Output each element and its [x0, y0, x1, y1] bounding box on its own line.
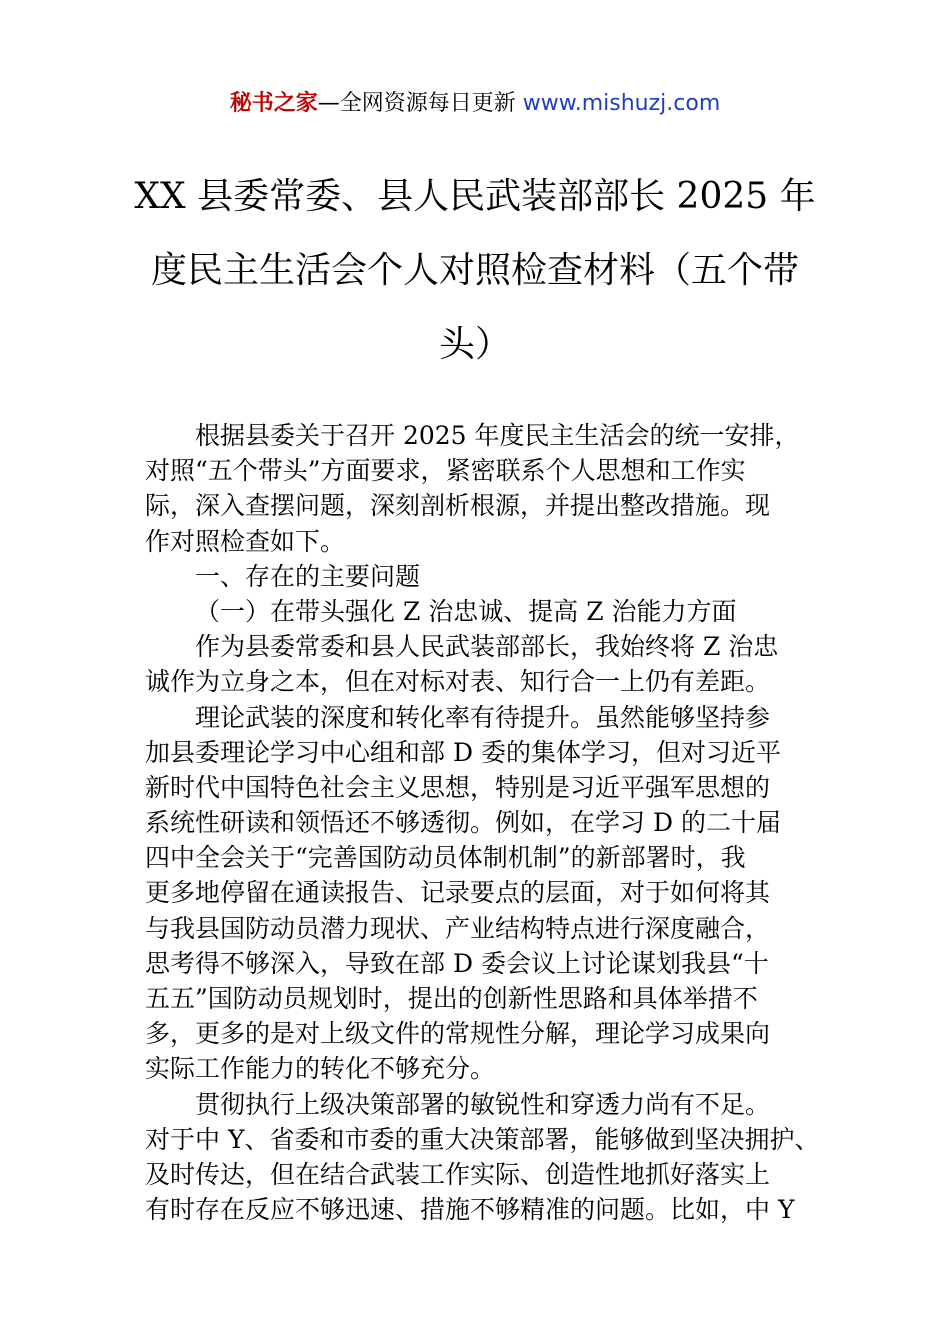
subsection-heading: （一）在带头强化 Z 治忠诚、提高 Z 治能力方面: [195, 596, 737, 626]
body-line: 四中全会关于“完善国防动员体制机制”的新部署时，我: [145, 843, 746, 873]
body-line: 根据县委关于召开 2025 年度民主生活会的统一安排，: [195, 421, 800, 450]
brand-name: 秘书之家: [229, 91, 318, 116]
body-line: 诚作为立身之本，但在对标对表、知行合一上仍有差距。: [145, 667, 771, 697]
body-line: 及时传达，但在结合武装工作实际、创造性地抓好落实上: [145, 1159, 771, 1189]
body-line: 多，更多的是对上级文件的常规性分解，理论学习成果向: [145, 1019, 771, 1049]
site-url-link[interactable]: www.mishuzj.com: [522, 91, 721, 116]
document-title: [130, 160, 820, 382]
body-line: 实际工作能力的转化不够充分。: [145, 1054, 496, 1084]
body-line: 思考得不够深入，导致在部 D 委会议上讨论谋划我县“十: [145, 948, 769, 978]
body-line: 作为县委常委和县人民武装部部长，我始终将 Z 治忠: [195, 632, 779, 662]
body-line: 理论武装的深度和转化率有待提升。虽然能够坚持参: [195, 702, 771, 732]
document-body: [145, 418, 820, 1227]
title-line: 度民主生活会个人对照检查材料（五个带: [150, 250, 799, 291]
body-line: 作对照检查如下。: [145, 526, 346, 556]
body-line: 五五”国防动员规划时，提出的创新性思路和具体举措不: [145, 984, 758, 1013]
body-line: 对于中 Y、省委和市委的重大决策部署，能够做到坚决拥护、: [145, 1124, 820, 1154]
header-tagline: —全网资源每日更新: [317, 91, 523, 116]
title-line: XX 县委常委、县人民武装部部长 2025 年: [134, 176, 816, 217]
body-line: 对照“五个带头”方面要求，紧密联系个人思想和工作实: [145, 456, 746, 486]
body-line: 加县委理论学习中心组和部 D 委的集体学习，但对习近平: [145, 737, 781, 767]
section-heading: 一、存在的主要问题: [195, 561, 421, 591]
body-line: 系统性研读和领悟还不够透彻。例如，在学习 D 的二十届: [145, 808, 781, 838]
body-line: 更多地停留在通读报告、记录要点的层面，对于如何将其: [145, 878, 771, 908]
body-line: 际，深入查摆问题，深刻剖析根源，并提出整改措施。现: [145, 491, 771, 521]
body-line: 有时存在反应不够迅速、措施不够精准的问题。比如，中 Y: [145, 1195, 795, 1225]
title-line: 头）: [438, 324, 511, 365]
body-line: 与我县国防动员潜力现状、产业结构特点进行深度融合，: [145, 913, 771, 943]
body-line: 贯彻执行上级决策部署的敏锐性和穿透力尚有不足。: [195, 1089, 771, 1119]
body-line: 新时代中国特色社会主义思想，特别是习近平强军思想的: [145, 772, 771, 802]
site-header: [0, 88, 950, 120]
